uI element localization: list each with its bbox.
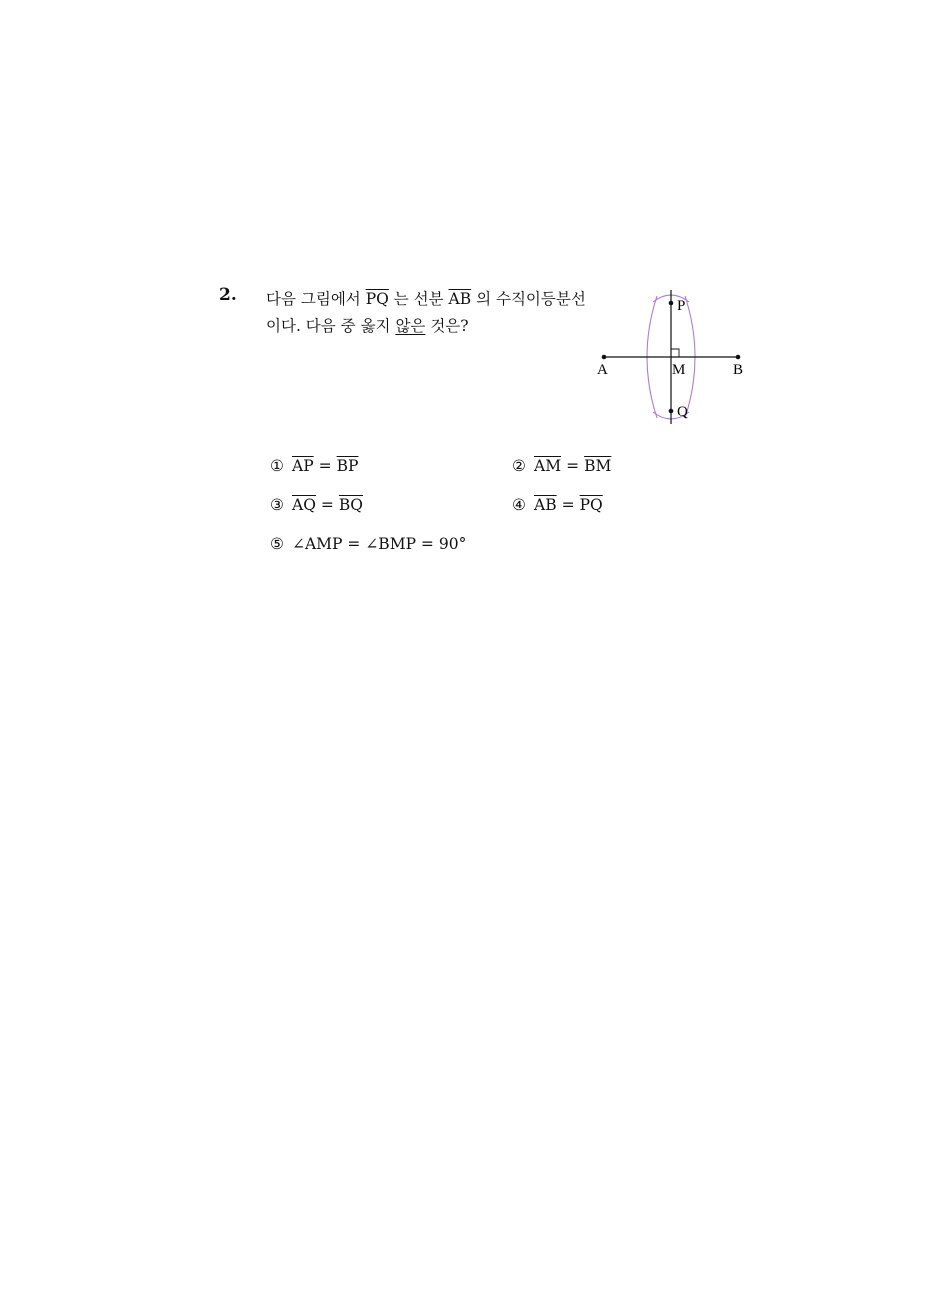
label-p: P xyxy=(677,298,686,314)
option-2[interactable] xyxy=(512,457,611,475)
stem-text: 것은? xyxy=(425,317,469,335)
option-number: ⑤ xyxy=(270,535,284,553)
stem-text: 이다. 다음 중 옳지 xyxy=(266,317,396,335)
option-5[interactable] xyxy=(270,535,466,553)
label-b: B xyxy=(733,362,744,378)
question-number: 2. xyxy=(219,285,237,305)
option-op: = xyxy=(566,457,580,475)
segment-ab: $\overline{AB}$ xyxy=(448,290,472,308)
label-q: Q xyxy=(677,404,688,420)
option-op: = xyxy=(320,496,334,514)
option-op: = xyxy=(318,457,332,475)
label-m: M xyxy=(672,362,686,378)
option-rhs: $\overline{BQ}$ xyxy=(338,496,364,514)
option-lhs: $\overline{AQ}$ xyxy=(292,496,316,514)
stem-text: 는 선분 xyxy=(388,290,449,308)
option-rhs: $\overline{PQ}$ xyxy=(579,496,603,514)
segment-pq: $\overline{PQ}$ xyxy=(365,290,389,308)
label-a: A xyxy=(597,362,608,378)
point-b xyxy=(736,355,741,360)
option-4[interactable] xyxy=(512,496,603,514)
option-lhs: $\overline{AP}$ xyxy=(292,457,314,475)
option-rhs: $\overline{BM}$ xyxy=(584,457,612,475)
option-number: ④ xyxy=(512,496,526,514)
option-number: ① xyxy=(270,457,284,475)
option-lhs: $\overline{AB}$ xyxy=(534,496,557,514)
option-lhs: $\overline{AM}$ xyxy=(534,457,562,475)
stem-text: 다음 그림에서 xyxy=(266,290,366,308)
option-rhs: $\overline{BP}$ xyxy=(336,457,359,475)
option-text: ∠AMP = ∠BMP = 90° xyxy=(292,535,467,553)
underlined-word: 않은 xyxy=(395,317,426,335)
point-a xyxy=(602,355,607,360)
right-angle-mark xyxy=(671,349,679,357)
option-1[interactable] xyxy=(270,457,358,475)
option-number: ② xyxy=(512,457,526,475)
option-3[interactable] xyxy=(270,496,363,514)
option-number: ③ xyxy=(270,496,284,514)
option-op: = xyxy=(561,496,575,514)
stem-text: 의 수직이등분선 xyxy=(471,290,586,308)
perpendicular-bisector-figure xyxy=(585,288,755,430)
point-p xyxy=(669,301,674,306)
question-stem xyxy=(266,286,586,340)
point-q xyxy=(669,409,674,414)
